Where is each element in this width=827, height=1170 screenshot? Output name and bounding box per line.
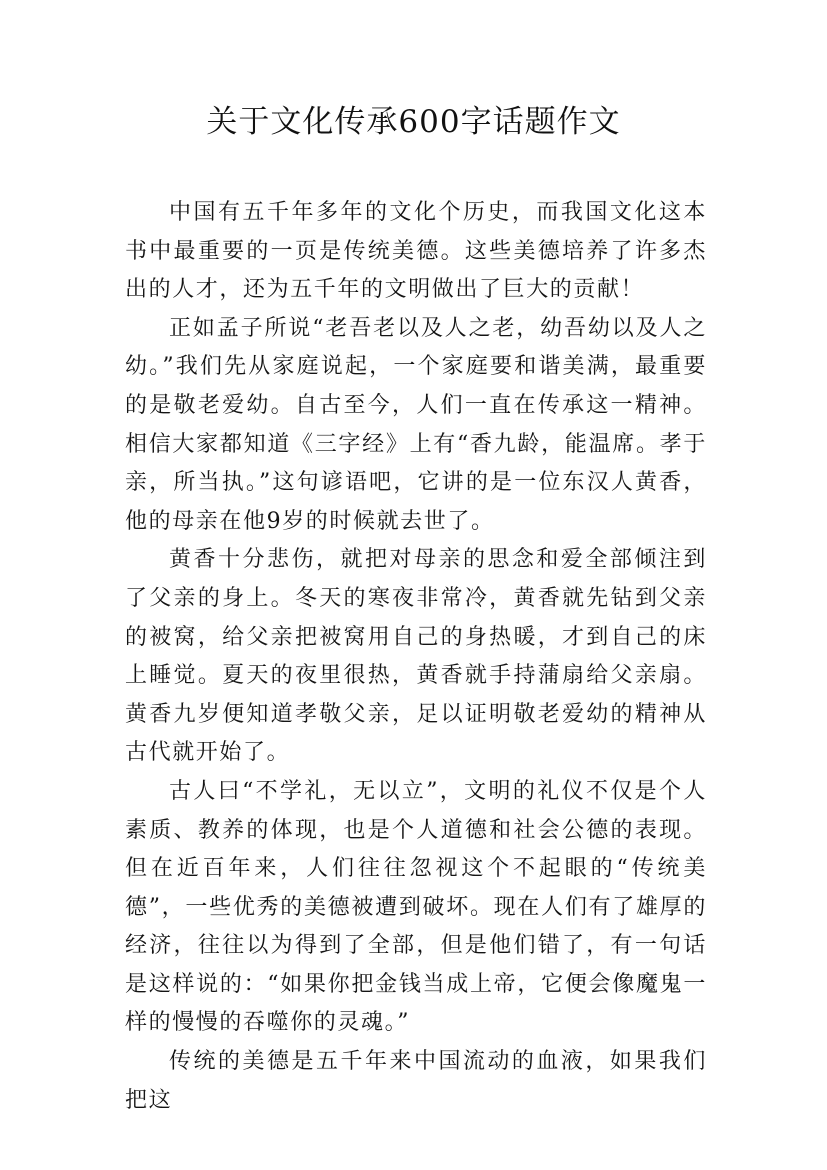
paragraph-1: 中国有五千年多年的文化个历史，而我国文化这本书中最重要的一页是传统美德。这些美德培养了许多杰出的人才，还为五千年的文明做出了巨大的贡献！ [125,200,707,303]
paragraph-3: 黄香十分悲伤，就把对母亲的思念和爱全部倾注到了父亲的身上。冬天的寒夜非常冷，黄香就先钻到父亲的被窝，给父亲把被窝用自己的身热暖，才到自己的床上睡觉。夏天的夜里很热，黄香就手持蒲扇给父亲扇。黄香九岁便知道孝敬父亲，足以证明敬老爱幼的精神从古代就开始了。 [125,547,707,766]
paragraph-4: 古人曰“不学礼，无以立”，文明的礼仪不仅是个人素质、教养的体现，也是个人道德和社会公德的表现。但在近百年来，人们往往忽视这个不起眼的“传统美德”，一些优秀的美德被遭到破坏。现在人们有了雄厚的经济，往往以为得到了全部，但是他们错了，有一句话是这样说的：“如果你把金钱当成上帝，它便会像魔鬼一样的慢慢的吞噬你的灵魂。” [125,778,707,1036]
document-title: 关于文化传承600字话题作文 [206,104,621,140]
document-body [125,194,707,1120]
paragraph-5: 传统的美德是五千年来中国流动的血液，如果我们把这 [125,1049,707,1113]
paragraph-2: 正如孟子所说“老吾老以及人之老，幼吾幼以及人之幼。”我们先从家庭说起，一个家庭要和谐美满，最重要的是敬老爱幼。自古至今，人们一直在传承这一精神。相信大家都知道《三字经》上有“香九龄，能温席。孝于亲，所当执。”这句谚语吧，它讲的是一位东汉人黄香，他的母亲在他9岁的时候就去世了。 [125,315,707,534]
